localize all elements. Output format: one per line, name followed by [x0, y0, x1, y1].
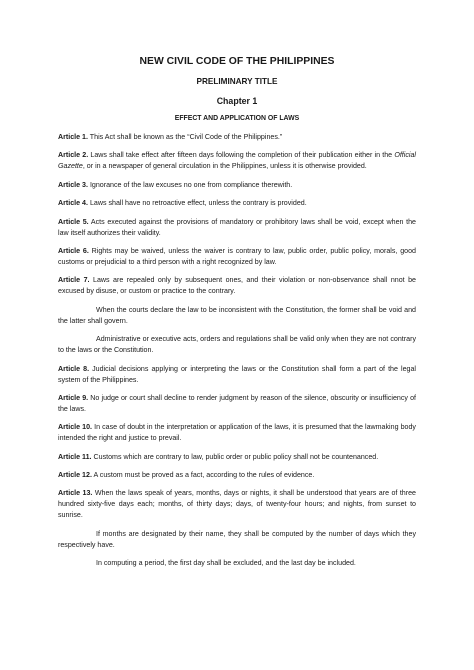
article-13	[58, 488, 416, 521]
article-12	[58, 470, 416, 481]
article-text: Laws are repealed only by subsequent ones, and their violation or non-observance shall nnot be excused by disuse, or custom or practice to the contrary.	[58, 276, 417, 296]
article-label: Article 4.	[58, 199, 88, 208]
article-label: Article 13.	[58, 489, 93, 498]
article-text: Acts executed against the provisions of mandatory or prohibitory laws shall be void, except when the law itself authorizes their validity.	[58, 217, 416, 237]
article-label: Article 11.	[58, 452, 92, 461]
article-text: In case of doubt in the interpretation or application of the laws, it is presumed that the lawmaking body intended the right and justice to prevail.	[58, 423, 416, 443]
article-3	[58, 180, 416, 191]
article-text: Laws shall take effect after fifteen days following the completion of their publication either in the	[88, 151, 395, 160]
article-label: Article 3.	[58, 180, 88, 189]
document-title: NEW CIVIL CODE OF THE PHILIPPINES	[139, 56, 335, 67]
article-text-italic: Official Gazette	[58, 151, 416, 171]
article-text: When the laws speak of years, months, days or nights, it shall be understood that years are of three hundred sixty-five days each; months, of thirty days; days, of twenty-four hours; and nights, from sunset to sunrise.	[58, 489, 416, 520]
article-10	[58, 422, 416, 444]
article-text: Ignorance of the law excuses no one from compliance therewith.	[87, 180, 293, 189]
article-9	[58, 393, 416, 415]
article-11	[58, 452, 416, 463]
article-text: Laws shall have no retroactive effect, unless the contrary is provided.	[87, 199, 307, 208]
article-label: Article 1.	[58, 133, 88, 141]
article-6	[58, 246, 416, 268]
article-label: Article 2.	[58, 151, 89, 160]
article-label: Article 10.	[58, 423, 93, 432]
chapter-title: EFFECT AND APPLICATION OF LAWS	[174, 115, 300, 122]
article-1	[58, 132, 416, 143]
article-8	[58, 364, 416, 386]
article-text: , or in a newspaper of general circulation in the Philippines, unless it is otherwise provided.	[82, 162, 367, 171]
chapter-heading: Chapter 1	[216, 96, 258, 106]
article-2	[58, 150, 416, 172]
article-13-paragraph-2: If months are designated by their name, they shall be computed by the number of days which they respectively have.	[58, 529, 416, 549]
article-label: Article 12.	[58, 471, 92, 480]
article-5	[58, 217, 416, 239]
article-text: This Act shall be known as the “Civil Code of the Philippines.”	[87, 133, 283, 141]
article-label: Article 9.	[58, 393, 89, 402]
article-text: A custom must be proved as a fact, according to the rules of evidence.	[91, 471, 315, 480]
article-7	[58, 275, 416, 297]
article-label: Article 7.	[58, 276, 90, 285]
article-text: Rights may be waived, unless the waiver is contrary to law, public order, public policy, morals, good customs or prejudicial to a third person with a right recognized by law.	[58, 246, 416, 266]
article-text: Judicial decisions applying or interpreting the laws or the Constitution shall form a part of the legal system of the Philippines.	[58, 364, 416, 384]
article-label: Article 5.	[58, 217, 89, 226]
article-4	[58, 198, 416, 209]
article-7-paragraph-3: Administrative or executive acts, orders and regulations shall be valid only when they are not contrary to the laws or the Constitution.	[58, 335, 416, 355]
article-label: Article 6.	[58, 246, 89, 255]
article-text: Customs which are contrary to law, public order or public policy shall not be countenanced.	[91, 452, 379, 461]
article-7-paragraph-2: When the courts declare the law to be inconsistent with the Constitution, the former shall be void and the latter shall govern.	[58, 305, 416, 325]
article-text: No judge or court shall decline to render judgment by reason of the silence, obscurity or insufficiency of the laws.	[58, 393, 416, 413]
article-label: Article 8.	[58, 364, 90, 373]
article-13-paragraph-3: In computing a period, the first day shall be excluded, and the last day be included.	[96, 559, 356, 568]
preliminary-title: PRELIMINARY TITLE	[196, 77, 278, 86]
